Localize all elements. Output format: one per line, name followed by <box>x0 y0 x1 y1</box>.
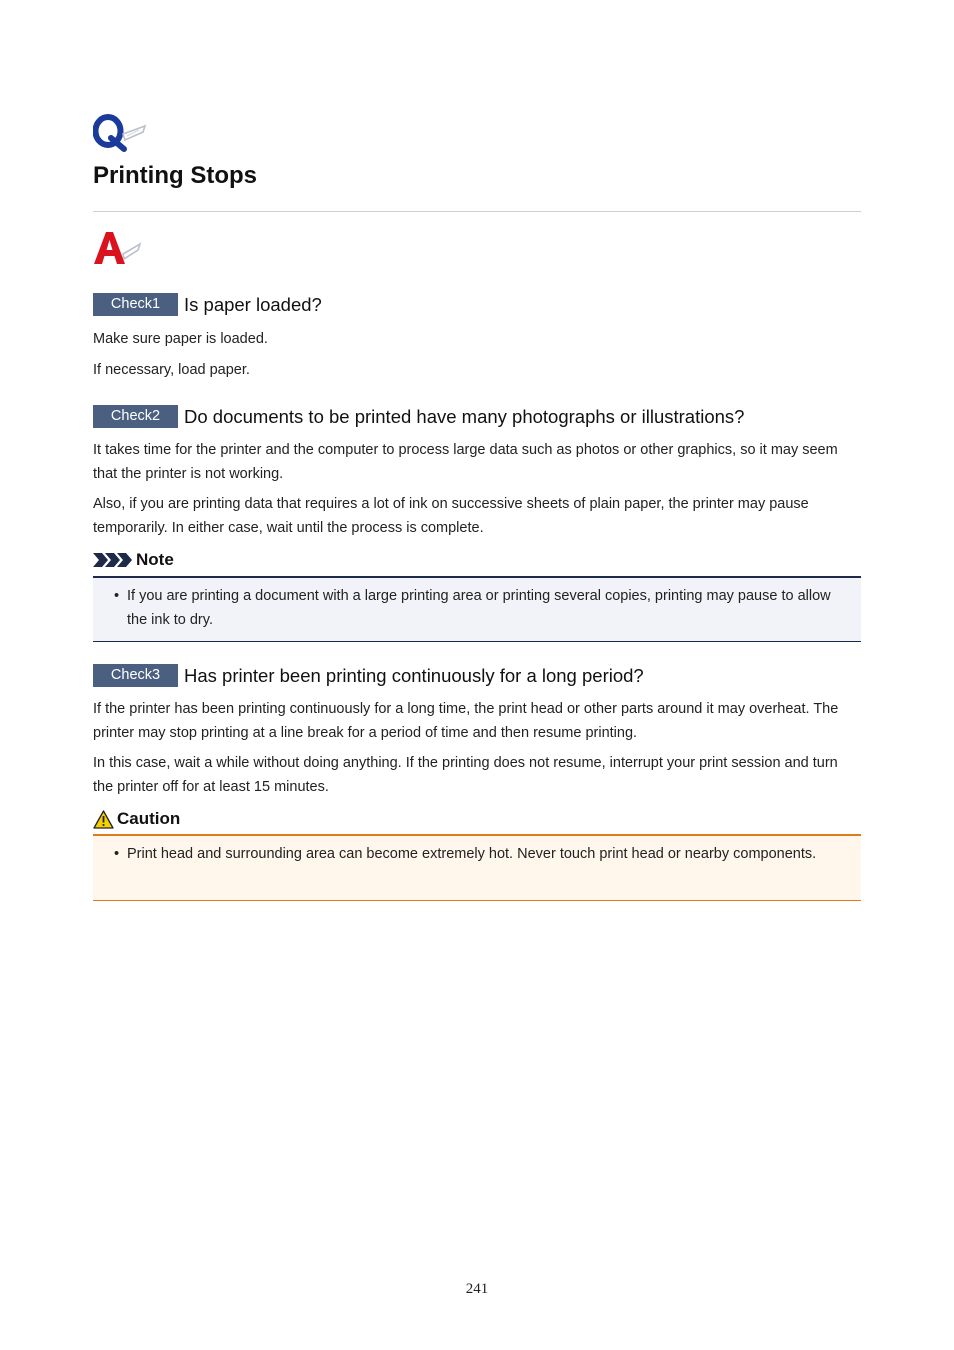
note-item: If you are printing a document with a large printing area or printing several copies, printing may pause to allow the ink to dry. <box>127 588 831 628</box>
check2-badge: Check2 <box>93 405 178 428</box>
note-heading <box>93 550 174 570</box>
check2-heading <box>93 405 744 428</box>
check3-heading <box>93 664 644 687</box>
check3-paragraph-1: If the printer has been printing continuously for a long time, the print head or other parts around it may overheat. The printer may stop printing at a line break for a period of time and then resume printing. <box>93 701 839 741</box>
check1-question: Is paper loaded? <box>184 293 322 315</box>
check1-paragraph-2: If necessary, load paper. <box>93 362 250 378</box>
a-logo-icon <box>93 228 143 268</box>
check2-paragraph-1: It takes time for the printer and the computer to process large data such as photos or other graphics, so it may seem that the printer is not working. <box>93 442 838 482</box>
note-bullet: • <box>114 588 120 604</box>
caution-heading <box>93 809 180 829</box>
caution-bullet: • <box>114 846 120 862</box>
page-title: Printing Stops <box>93 162 257 189</box>
check1-badge: Check1 <box>93 293 178 316</box>
caution-item: Print head and surrounding area can become extremely hot. Never touch print head or nearby components. <box>127 846 817 862</box>
check3-question: Has printer been printing continuously for a long period? <box>184 664 644 686</box>
note-arrows-icon <box>93 551 133 569</box>
note-title: Note <box>136 550 174 569</box>
check1-heading <box>93 293 322 316</box>
check3-paragraph-2: In this case, wait a while without doing anything. If the printing does not resume, interrupt your print session and turn the printer off for at least 15 minutes. <box>93 755 838 795</box>
page-number: 241 <box>465 1281 489 1297</box>
caution-box <box>93 834 861 901</box>
caution-title: Caution <box>117 809 181 828</box>
note-box <box>93 576 861 642</box>
q-logo-icon <box>93 112 149 152</box>
check2-question: Do documents to be printed have many photographs or illustrations? <box>184 405 745 427</box>
title-divider <box>93 211 861 212</box>
check1-paragraph-1: Make sure paper is loaded. <box>93 331 268 347</box>
check3-badge: Check3 <box>93 664 178 687</box>
caution-triangle-icon <box>93 810 114 829</box>
check2-paragraph-2: Also, if you are printing data that requires a lot of ink on successive sheets of plain paper, the printer may pause temporarily. In either case, wait until the process is complete. <box>93 496 809 536</box>
